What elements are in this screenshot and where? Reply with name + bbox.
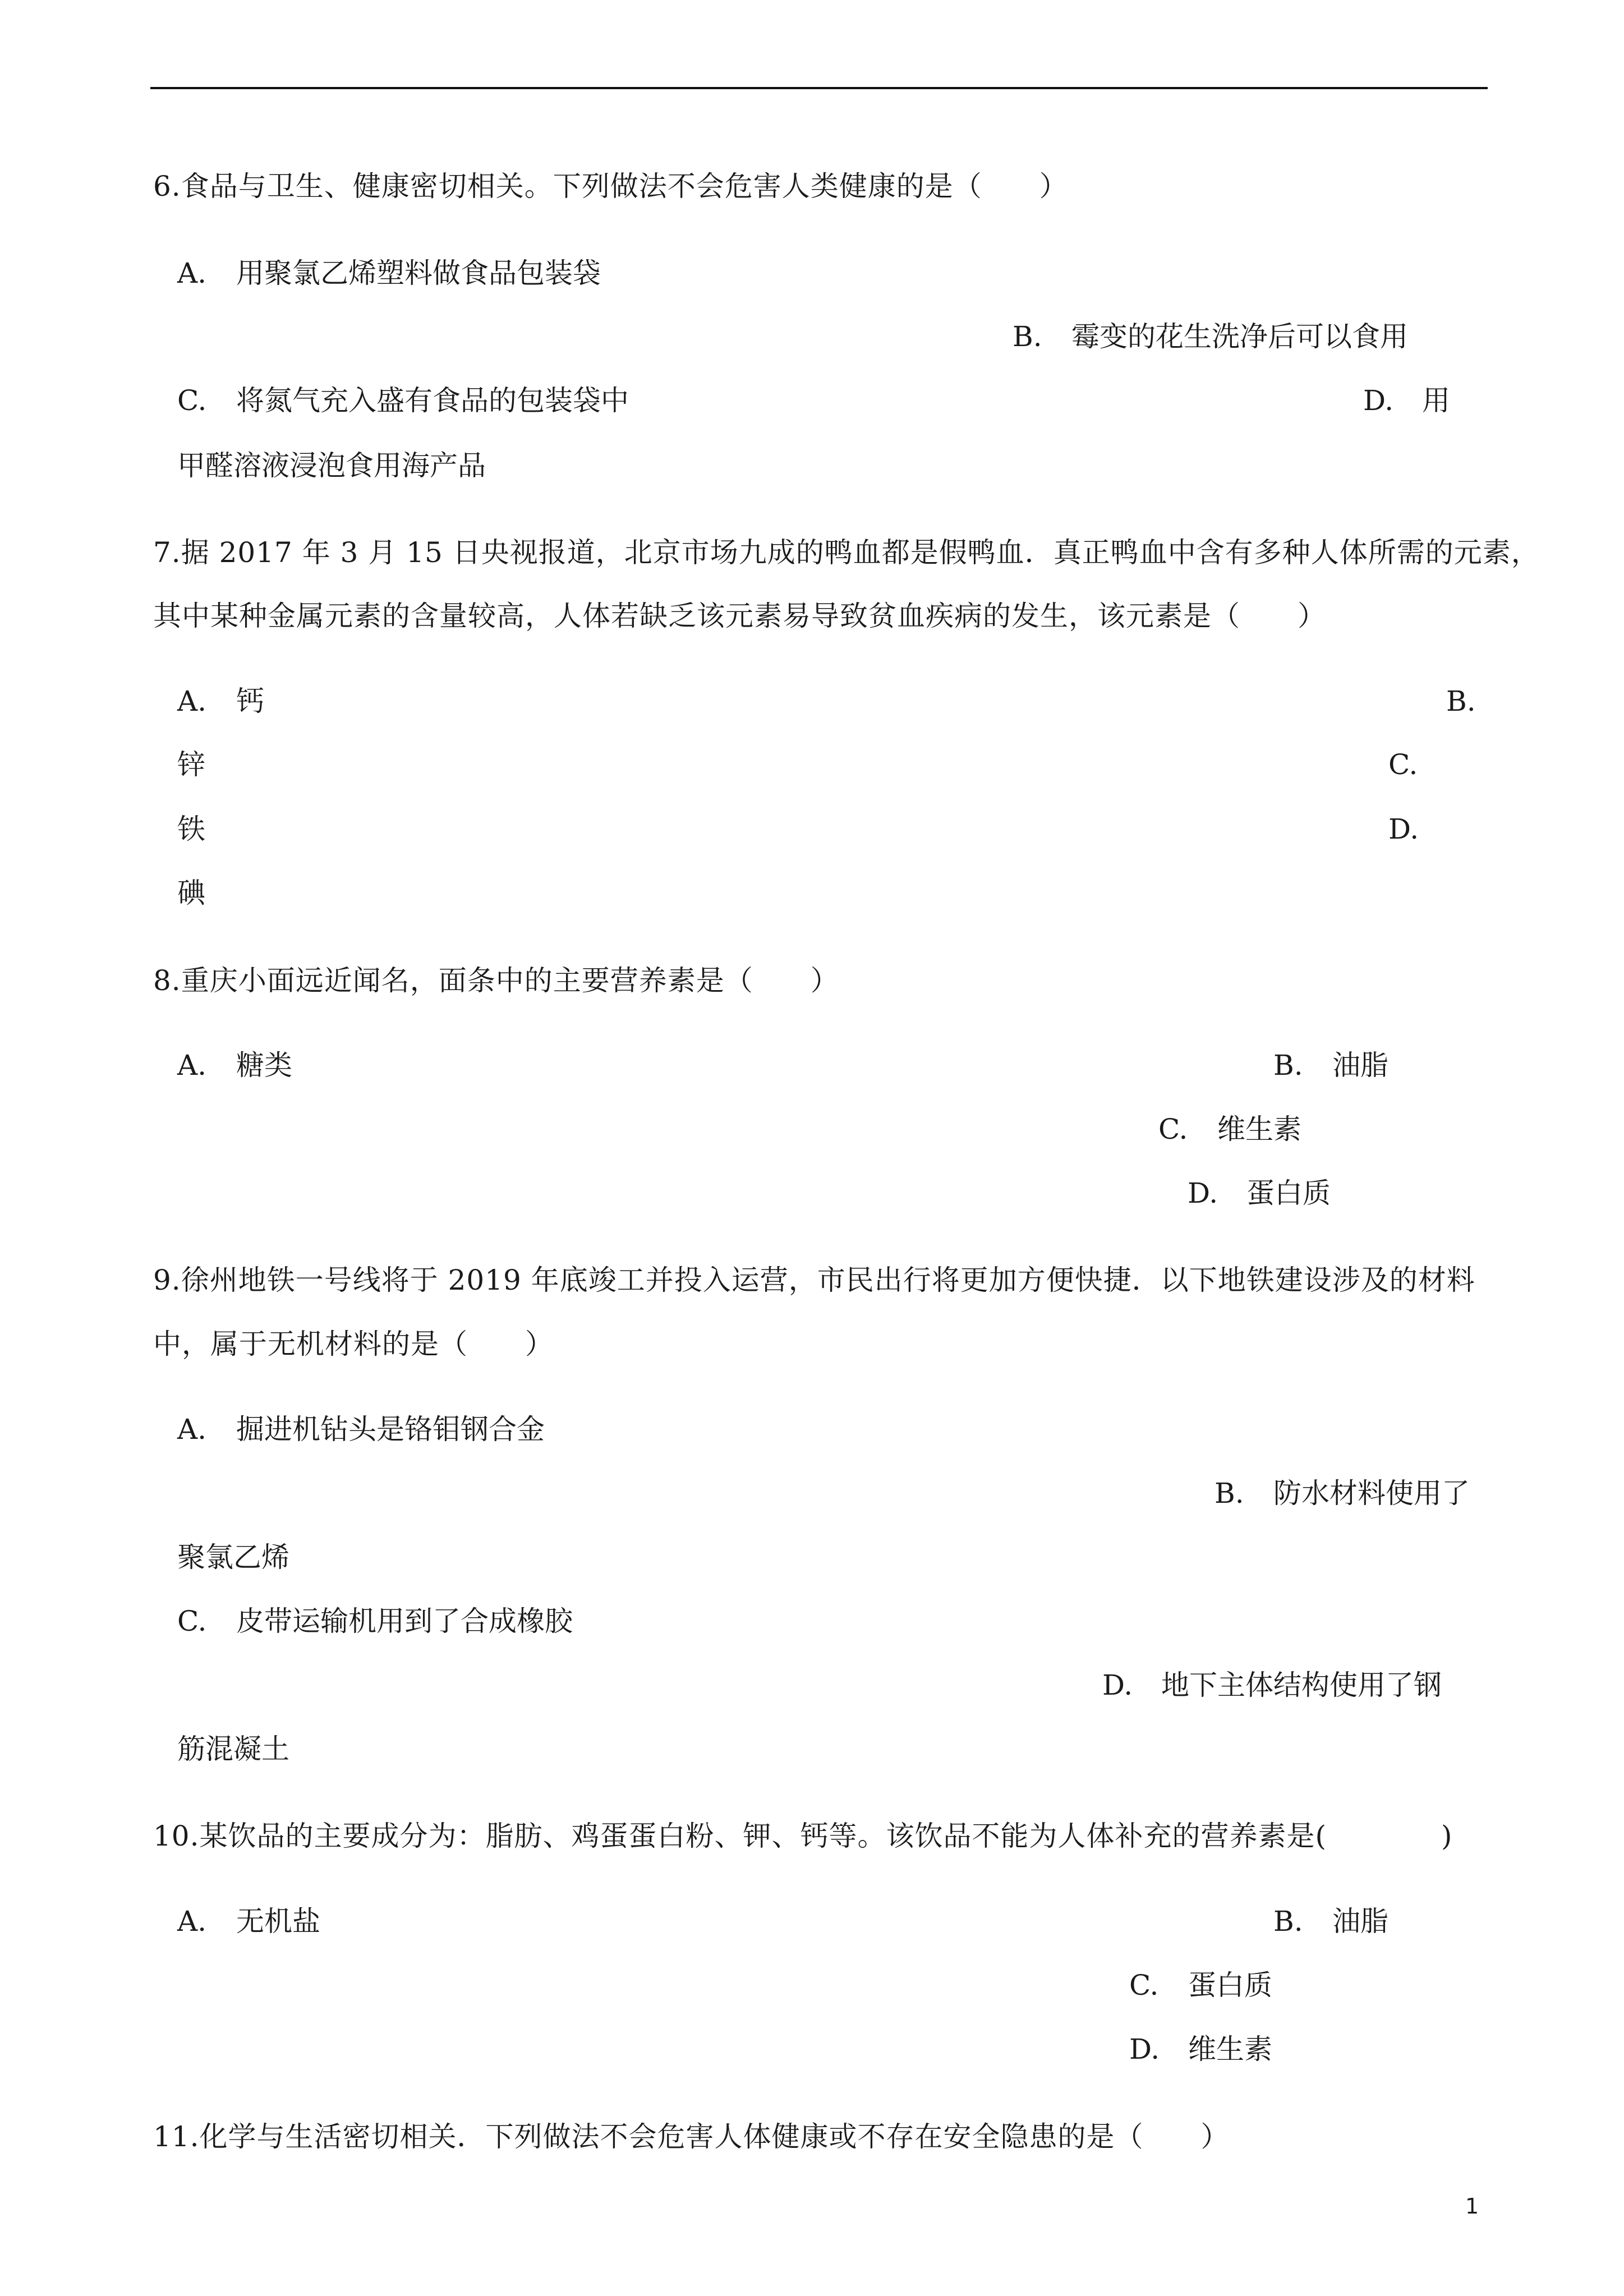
question-10-stem: 10.某饮品的主要成分为：脂肪、鸡蛋蛋白粉、钾、钙等。该饮品不能为人体补充的营养素是( ) [153, 1820, 1453, 1852]
option-text: 无机盐 [236, 1905, 320, 1938]
option-text: 蛋白质 [1246, 1177, 1331, 1209]
option-letter: D. [1129, 2033, 1160, 2065]
question-7-stem-line-1: 7.据 2017 年 3 月 15 日央视报道，北京市场九成的鸭血都是假鸭血．真正鸭血中含有多种人体所需的元素， [153, 536, 1540, 569]
option-text: 维生素 [1188, 2033, 1272, 2065]
question-9-option-d-continued: 筋混凝土 [177, 1733, 289, 1765]
option-text: 将氮气充入盛有食品的包装袋中 [236, 384, 629, 417]
question-9-option-b [1214, 1476, 1470, 1510]
option-text: 用聚氯乙烯塑料做食品包装袋 [236, 257, 601, 289]
question-7-option-b-letter: B. [1446, 685, 1476, 717]
option-text: 掘进机钻头是铬钼钢合金 [236, 1413, 545, 1446]
question-8-option-d [1188, 1176, 1331, 1210]
question-10-option-a [177, 1904, 320, 1938]
option-letter: B. [1214, 1477, 1244, 1510]
page-number: 1 [1465, 2194, 1479, 2219]
option-text: 维生素 [1217, 1113, 1301, 1145]
question-6-option-d [1363, 384, 1450, 417]
question-6-stem: 6.食品与卫生、健康密切相关。下列做法不会危害人类健康的是（ ） [153, 170, 1068, 203]
option-text: 油脂 [1332, 1905, 1388, 1938]
option-letter: A. [177, 1413, 207, 1446]
option-letter: B. [1273, 1049, 1303, 1082]
option-letter: A. [177, 257, 207, 289]
question-10-option-b [1273, 1904, 1388, 1938]
question-7-option-d-letter: D. [1388, 813, 1419, 845]
option-text: 蛋白质 [1188, 1969, 1272, 2001]
option-letter: B. [1013, 320, 1042, 353]
question-7-option-a [177, 684, 264, 718]
option-text: 钙 [236, 685, 264, 717]
header-rule [150, 87, 1488, 89]
question-8-option-b [1273, 1048, 1388, 1082]
option-letter: A. [177, 1049, 207, 1082]
question-7-option-d-text: 碘 [177, 877, 205, 909]
option-letter: A. [177, 685, 207, 717]
question-9-stem-line-1: 9.徐州地铁一号线将于 2019 年底竣工并投入运营，市民出行将更加方便快捷．以下地铁建设涉及的材料 [153, 1264, 1475, 1296]
option-letter: D. [1188, 1177, 1218, 1209]
option-text: 油脂 [1332, 1049, 1388, 1082]
option-text: 皮带运输机用到了合成橡胶 [236, 1605, 573, 1637]
option-letter: C. [177, 1605, 207, 1637]
question-9-option-d [1102, 1668, 1442, 1702]
question-10-option-c [1129, 1968, 1272, 2002]
question-7-option-b-text: 锌 [177, 748, 205, 781]
option-letter: A. [177, 1905, 207, 1938]
option-text: 用 [1422, 384, 1450, 417]
question-9-option-c [177, 1604, 573, 1638]
question-7-stem-line-2: 其中某种金属元素的含量较高，人体若缺乏该元素易导致贫血疾病的发生，该元素是（ ） [153, 600, 1326, 632]
option-text: 糖类 [236, 1049, 292, 1082]
question-10-option-d [1129, 2032, 1272, 2066]
option-text: 地下主体结构使用了钢 [1161, 1669, 1442, 1701]
question-7-option-c-letter: C. [1388, 748, 1418, 781]
option-letter: C. [1129, 1969, 1159, 2001]
question-8-stem: 8.重庆小面远近闻名，面条中的主要营养素是（ ） [153, 964, 839, 997]
option-letter: C. [1158, 1113, 1188, 1145]
question-9-option-b-continued: 聚氯乙烯 [177, 1541, 289, 1573]
option-text: 霉变的花生洗净后可以食用 [1071, 320, 1408, 353]
question-8-option-a [177, 1048, 292, 1082]
option-letter: D. [1102, 1669, 1133, 1701]
question-6-option-b [1013, 320, 1408, 353]
option-letter: D. [1363, 384, 1394, 417]
question-6-option-d-continued: 甲醛溶液浸泡食用海产品 [177, 449, 486, 482]
option-letter: B. [1273, 1905, 1303, 1938]
question-8-option-c [1158, 1112, 1301, 1146]
question-11-stem: 11.化学与生活密切相关．下列做法不会危害人体健康或不存在安全隐患的是（ ） [153, 2120, 1230, 2153]
question-7-option-c-text: 铁 [177, 813, 205, 845]
option-letter: C. [177, 384, 207, 417]
question-6-option-c [177, 384, 629, 417]
question-9-option-a [177, 1412, 545, 1446]
option-text: 防水材料使用了 [1273, 1477, 1470, 1510]
question-6-option-a [177, 256, 601, 290]
question-9-stem-line-2: 中，属于无机材料的是（ ） [153, 1328, 554, 1360]
